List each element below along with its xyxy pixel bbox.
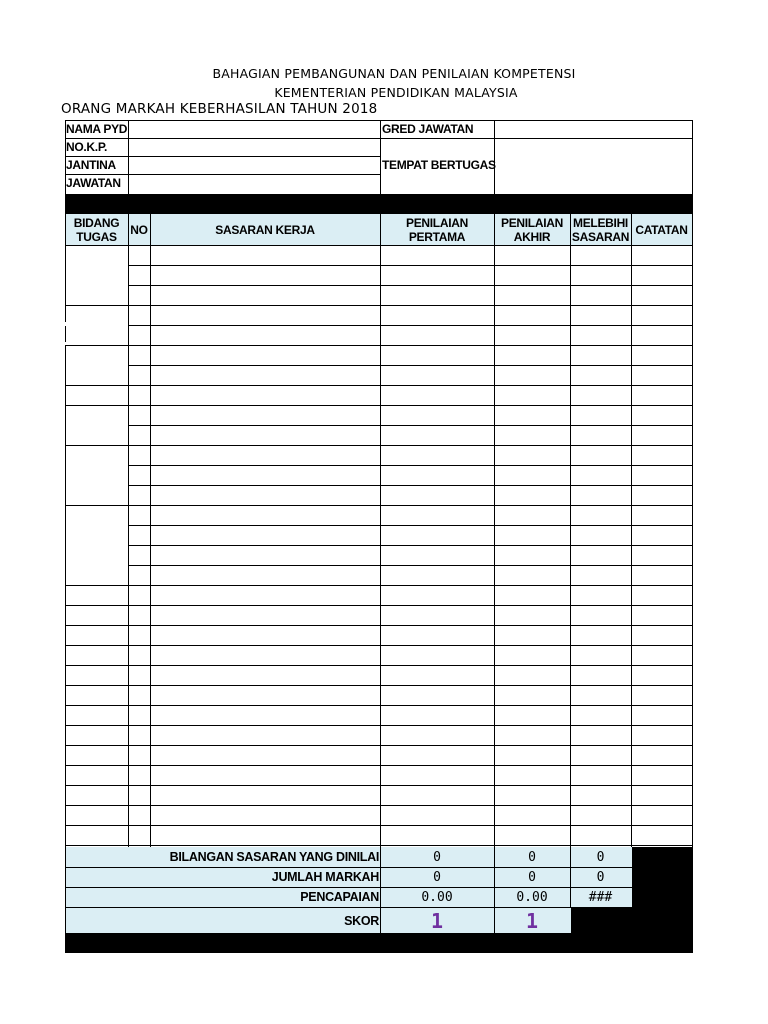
pencapaian-pertama: 0.00 <box>421 889 453 905</box>
grid-row-line <box>65 405 693 406</box>
jumlah-melebihi: 0 <box>596 869 605 885</box>
grid-row-line <box>65 745 693 746</box>
grid-row-line <box>65 305 693 306</box>
tempat-bertugas-label: TEMPAT BERTUGAS <box>382 158 496 172</box>
grid-row-line <box>128 545 693 546</box>
grid-row-line <box>65 605 693 606</box>
grid-row-line <box>65 345 693 346</box>
grid-col-line <box>380 245 381 847</box>
pencapaian-label: PENCAPAIAN <box>300 890 379 904</box>
grid-left-border <box>65 326 66 342</box>
grid-row-line <box>128 425 693 426</box>
grid-row-line <box>128 285 693 286</box>
bilangan-melebihi: 0 <box>596 849 605 865</box>
col-header-catatan: CATATAN <box>635 222 688 237</box>
grid-row-line <box>65 645 693 646</box>
grid-row-line <box>65 625 693 626</box>
col-header-melebihi-sasaran: MELEBIHI SASARAN <box>571 215 630 244</box>
grid-row-line <box>65 765 693 766</box>
grid-row-line <box>65 445 693 446</box>
jawatan-label: JAWATAN <box>66 176 121 190</box>
jumlah-akhir: 0 <box>528 869 536 885</box>
grid-row-line <box>65 705 693 706</box>
grid-col-line <box>631 245 632 847</box>
nama-pyd-label: NAMA PYD <box>66 122 128 136</box>
jantina-label: JANTINA <box>66 158 116 172</box>
grid-col-line <box>150 245 151 847</box>
grid-col-line <box>128 245 129 847</box>
col-header-bidang-tugas: BIDANG TUGAS <box>73 215 120 244</box>
grid-col-line <box>570 245 571 847</box>
ministry-title: KEMENTERIAN PENDIDIKAN MALAYSIA <box>274 85 518 100</box>
grid-row-line <box>128 365 693 366</box>
jumlah-pertama: 0 <box>433 869 441 885</box>
bilangan-pertama: 0 <box>433 849 441 865</box>
grid-row-line <box>128 465 693 466</box>
col-header-no: NO <box>130 222 148 237</box>
grid-row-line <box>128 565 693 566</box>
pencapaian-melebihi: ### <box>588 889 613 905</box>
skor-pertama: 1 <box>430 908 444 933</box>
grid-left-border <box>65 245 66 322</box>
bilangan-akhir: 0 <box>528 849 536 865</box>
skor-akhir: 1 <box>525 908 539 933</box>
separator-band <box>65 194 693 214</box>
grid-row-line <box>65 845 693 846</box>
grid-row-line <box>128 265 693 266</box>
grid-row-line <box>128 525 693 526</box>
pencapaian-akhir: 0.00 <box>516 889 548 905</box>
grid-row-line <box>65 685 693 686</box>
grid-row-line <box>128 485 693 486</box>
jumlah-markah-label: JUMLAH MARKAH <box>271 870 379 884</box>
department-title: BAHAGIAN PEMBANGUNAN DAN PENILAIAN KOMPETENSI <box>212 66 576 81</box>
col-header-penilaian-pertama: PENILAIAN PERTAMA <box>406 215 468 244</box>
col-header-sasaran-kerja: SASARAN KERJA <box>215 222 315 237</box>
col-header-penilaian-akhir: PENILAIAN AKHIR <box>501 215 563 244</box>
grid-col-line <box>494 245 495 847</box>
grid-left-border <box>65 346 66 847</box>
grid-col-line <box>692 245 693 847</box>
grid-row-line <box>65 825 693 826</box>
no-kp-label: NO.K.P. <box>66 140 108 154</box>
grid-row-line <box>65 785 693 786</box>
grid-row-line <box>65 805 693 806</box>
grid-row-line <box>65 665 693 666</box>
grid-row-line <box>65 385 693 386</box>
grid-row-line <box>65 725 693 726</box>
form-title: ORANG MARKAH KEBERHASILAN TAHUN 2018 <box>61 101 378 117</box>
skor-label: SKOR <box>344 913 379 928</box>
grid-row-line <box>65 505 693 506</box>
grid-row-line <box>128 325 693 326</box>
bilangan-label: BILANGAN SASARAN YANG DINILAI <box>169 850 379 864</box>
grid-row-line <box>65 585 693 586</box>
footer-band <box>65 933 693 953</box>
gred-jawatan-label: GRED JAWATAN <box>382 122 474 136</box>
